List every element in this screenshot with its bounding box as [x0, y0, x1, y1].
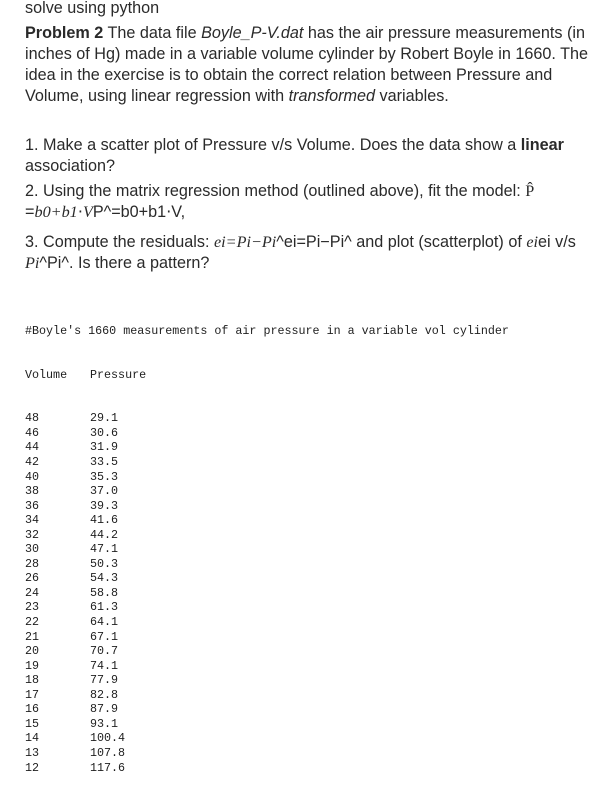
data-row — [25, 615, 509, 630]
data-listing — [25, 295, 509, 804]
intro-text: solve using python — [25, 0, 160, 17]
pressure-value: 58.8 — [90, 585, 119, 600]
volume-value: 42 — [25, 455, 40, 470]
volume-value: 26 — [25, 571, 40, 586]
data-rows — [25, 411, 509, 775]
pressure-value: 30.6 — [90, 425, 119, 440]
pressure-value: 44.2 — [90, 527, 119, 542]
pressure-value: 29.1 — [90, 411, 119, 426]
data-row — [25, 702, 509, 717]
q2-b0-b1: b0+b1 — [34, 203, 78, 221]
volume-value: 24 — [25, 585, 40, 600]
pressure-value: 70.7 — [90, 644, 119, 659]
data-row — [25, 746, 509, 761]
problem-text-3: variables. — [375, 87, 449, 105]
q3-text-4: ^Pi^. Is there a pattern? — [39, 254, 210, 272]
data-row — [25, 586, 509, 601]
volume-value: 19 — [25, 658, 40, 673]
pressure-value: 82.8 — [90, 687, 119, 702]
q3-text-2: ^ei=Pi−Pi^ and plot (scatterplot) of — [276, 233, 527, 251]
pressure-value: 107.8 — [90, 745, 126, 760]
data-row — [25, 411, 509, 426]
question-2 — [25, 181, 595, 223]
pressure-value: 50.3 — [90, 556, 119, 571]
data-row — [25, 630, 509, 645]
volume-value: 14 — [25, 731, 40, 746]
q3-pi: Pi — [25, 254, 40, 272]
data-file-name: Boyle_P-V.dat — [201, 24, 304, 42]
pressure-value: 33.5 — [90, 455, 119, 470]
data-row — [25, 528, 509, 543]
problem-label: Problem 2 — [25, 24, 104, 42]
q2-text-4: P^=b0+b1⋅V, — [92, 203, 186, 221]
data-row — [25, 455, 509, 470]
q1-text-2: association? — [25, 157, 115, 175]
data-row — [25, 644, 509, 659]
data-row — [25, 470, 509, 485]
pressure-value: 47.1 — [90, 542, 119, 557]
data-row — [25, 513, 509, 528]
pressure-value: 54.3 — [90, 571, 119, 586]
q3-e: ei — [526, 233, 539, 251]
q2-dot: ⋅ — [77, 203, 83, 221]
volume-value: 30 — [25, 542, 40, 557]
pressure-value: 87.9 — [90, 702, 119, 717]
q1-text-1: 1. Make a scatter plot of Pressure v/s Volume. Does the data show a — [25, 136, 521, 154]
volume-value: 46 — [25, 425, 40, 440]
data-row — [25, 761, 509, 776]
volume-value: 15 — [25, 716, 40, 731]
q2-p-hat: P̂ — [525, 182, 535, 200]
data-row — [25, 426, 509, 441]
volume-value: 40 — [25, 469, 40, 484]
volume-value: 48 — [25, 411, 40, 426]
pressure-value: 31.9 — [90, 440, 119, 455]
volume-value: 21 — [25, 629, 40, 644]
q3-ei-formula: ei=Pi−Pi — [213, 233, 277, 251]
volume-value: 28 — [25, 556, 40, 571]
volume-value: 23 — [25, 600, 40, 615]
data-row — [25, 484, 509, 499]
q3-text-1: 3. Compute the residuals: — [25, 233, 214, 251]
pressure-value: 37.0 — [90, 484, 119, 499]
volume-value: 13 — [25, 745, 40, 760]
volume-value: 22 — [25, 615, 40, 630]
data-row — [25, 557, 509, 572]
pressure-value: 77.9 — [90, 673, 119, 688]
data-row — [25, 440, 509, 455]
volume-value: 38 — [25, 484, 40, 499]
q2-text-2: = — [25, 203, 35, 221]
data-row — [25, 688, 509, 703]
pressure-value: 61.3 — [90, 600, 119, 615]
volume-value: 12 — [25, 760, 40, 775]
volume-value: 16 — [25, 702, 40, 717]
data-row — [25, 499, 509, 514]
data-comment: #Boyle's 1660 measurements of air pressure in a variable vol cylinder — [25, 324, 509, 339]
pressure-value: 93.1 — [90, 716, 119, 731]
question-1 — [25, 135, 595, 177]
data-row — [25, 673, 509, 688]
header-pressure: Pressure — [90, 367, 147, 382]
q2-v: V — [82, 203, 93, 221]
data-row — [25, 731, 509, 746]
volume-value: 32 — [25, 527, 40, 542]
volume-value: 36 — [25, 498, 40, 513]
data-row — [25, 542, 509, 557]
pressure-value: 74.1 — [90, 658, 119, 673]
header-volume: Volume — [25, 367, 68, 382]
pressure-value: 67.1 — [90, 629, 119, 644]
pressure-value: 117.6 — [90, 760, 126, 775]
problem-text-1: The data file — [103, 24, 202, 42]
q3-text-3: ei v/s — [538, 233, 576, 251]
q2-text-1: 2. Using the matrix regression method (outlined above), fit the model: — [25, 182, 526, 200]
transformed-word: transformed — [288, 87, 376, 105]
pressure-value: 100.4 — [90, 731, 126, 746]
q1-linear-word: linear — [520, 136, 564, 154]
pressure-value: 39.3 — [90, 498, 119, 513]
volume-value: 44 — [25, 440, 40, 455]
pressure-value: 41.6 — [90, 513, 119, 528]
data-row — [25, 717, 509, 732]
volume-value: 20 — [25, 644, 40, 659]
question-3 — [25, 232, 595, 274]
data-row — [25, 600, 509, 615]
pressure-value: 35.3 — [90, 469, 119, 484]
volume-value: 34 — [25, 513, 40, 528]
data-row — [25, 571, 509, 586]
data-row — [25, 659, 509, 674]
volume-value: 17 — [25, 687, 40, 702]
pressure-value: 64.1 — [90, 615, 119, 630]
problem-statement — [25, 23, 595, 107]
data-header — [25, 368, 509, 383]
volume-value: 18 — [25, 673, 40, 688]
problem-text-2: has the air pressure measurements (in inches of Hg) made in a variable volume cylinder by Robert Boyle in 1660. The idea in the exercise is to obtain the correct relation between Pressure and Volume, using linear regression with — [25, 24, 588, 105]
